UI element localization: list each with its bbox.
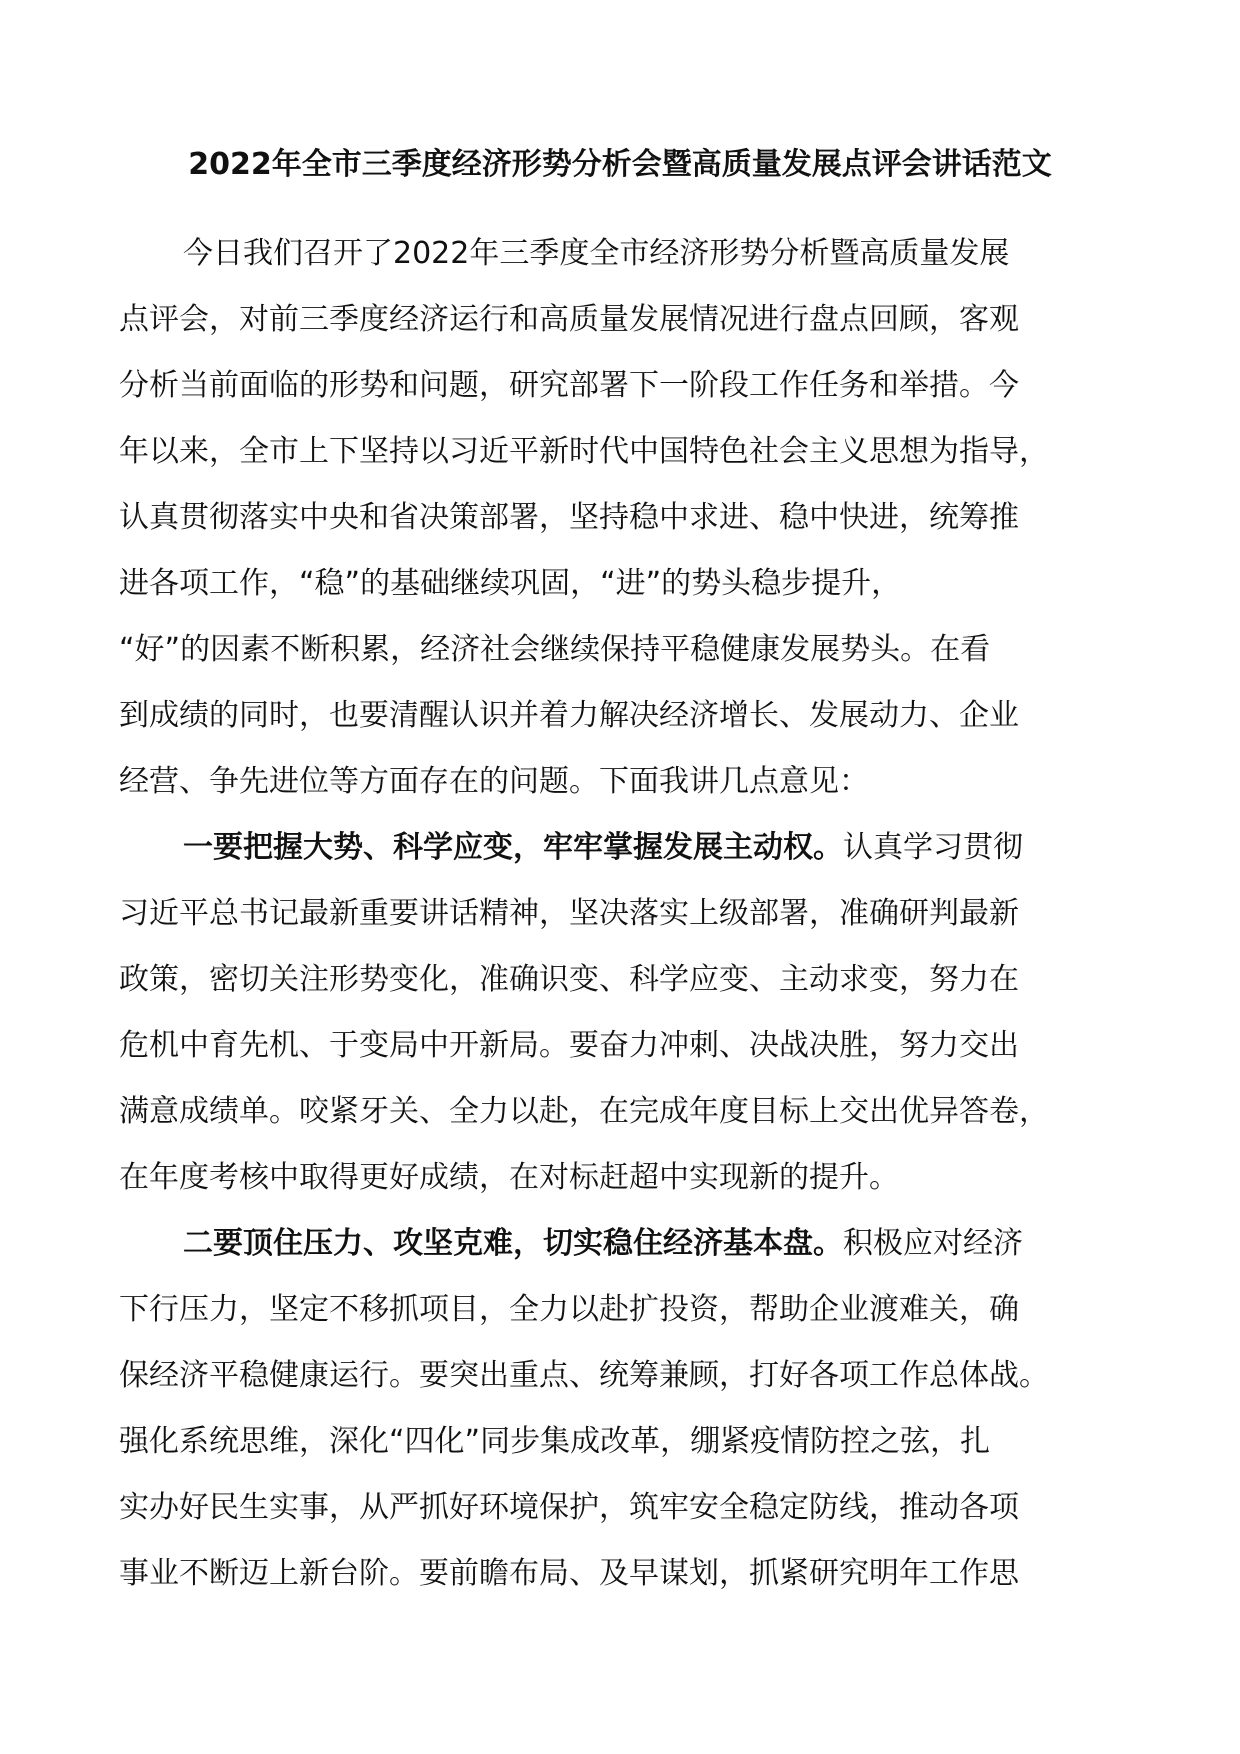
paragraph-line: 点评会，对前三季度经济运行和高质量发展情况进行盘点回顾，客观 <box>119 302 1019 337</box>
paragraph-line: 满意成绩单。咬紧牙关、全力以赴，在完成年度目标上交出优异答卷， <box>119 1094 1049 1129</box>
paragraph-line: 政策，密切关注形势变化，准确识变、科学应变、主动求变，努力在 <box>119 962 1019 997</box>
paragraph-line: 习近平总书记最新重要讲话精神，坚决落实上级部署，准确研判最新 <box>119 896 1019 931</box>
document-title: 2022年全市三季度经济形势分析会暨高质量发展点评会讲话范文 <box>188 147 1052 182</box>
paragraph-line: 年以来，全市上下坚持以习近平新时代中国特色社会主义思想为指导， <box>119 434 1049 469</box>
paragraph-line: 分析当前面临的形势和问题，研究部署下一阶段工作任务和举措。今 <box>119 368 1019 403</box>
paragraph-line <box>119 815 1159 881</box>
paragraph-line: 保经济平稳健康运行。要突出重点、统筹兼顾，打好各项工作总体战。 <box>119 1358 1049 1393</box>
paragraph-line: 强化系统思维，深化“四化”同步集成改革，绷紧疫情防控之弦，扎 <box>119 1424 991 1459</box>
paragraph-line: 经营、争先进位等方面存在的问题。下面我讲几点意见： <box>119 764 869 799</box>
paragraph-line: 实办好民生实事，从严抓好环境保护，筑牢安全稳定防线，推动各项 <box>119 1490 1019 1525</box>
paragraph-line: 在年度考核中取得更好成绩，在对标赶超中实现新的提升。 <box>119 1160 899 1195</box>
paragraph-line: 下行压力，坚定不移抓项目，全力以赴扩投资，帮助企业渡难关，确 <box>119 1292 1019 1327</box>
paragraph-line: “好”的因素不断积累，经济社会继续保持平稳健康发展势头。在看 <box>119 632 991 667</box>
document-body <box>119 221 1159 1607</box>
paragraph-line: 危机中育先机、于变局中开新局。要奋力冲刺、决战决胜，努力交出 <box>119 1028 1019 1063</box>
paragraph-line-rest: 积极应对经济 <box>843 1226 1023 1261</box>
paragraph-line: 事业不断迈上新台阶。要前瞻布局、及早谋划，抓紧研究明年工作思 <box>119 1556 1019 1591</box>
paragraph-line: 认真贯彻落实中央和省决策部署，坚持稳中求进、稳中快进，统筹推 <box>119 500 1019 535</box>
paragraph-line: 今日我们召开了2022年三季度全市经济形势分析暨高质量发展 <box>183 236 1010 271</box>
paragraph-line-rest: 认真学习贯彻 <box>843 830 1023 865</box>
paragraph-line <box>119 1211 1159 1277</box>
section-heading-2: 二要顶住压力、攻坚克难，切实稳住经济基本盘。 <box>183 1226 843 1261</box>
paragraph-line: 到成绩的同时，也要清醒认识并着力解决经济增长、发展动力、企业 <box>119 698 1019 733</box>
paragraph-line: 进各项工作，“稳”的基础继续巩固，“进”的势头稳步提升， <box>119 566 902 601</box>
section-heading-1: 一要把握大势、科学应变，牢牢掌握发展主动权。 <box>183 830 843 865</box>
